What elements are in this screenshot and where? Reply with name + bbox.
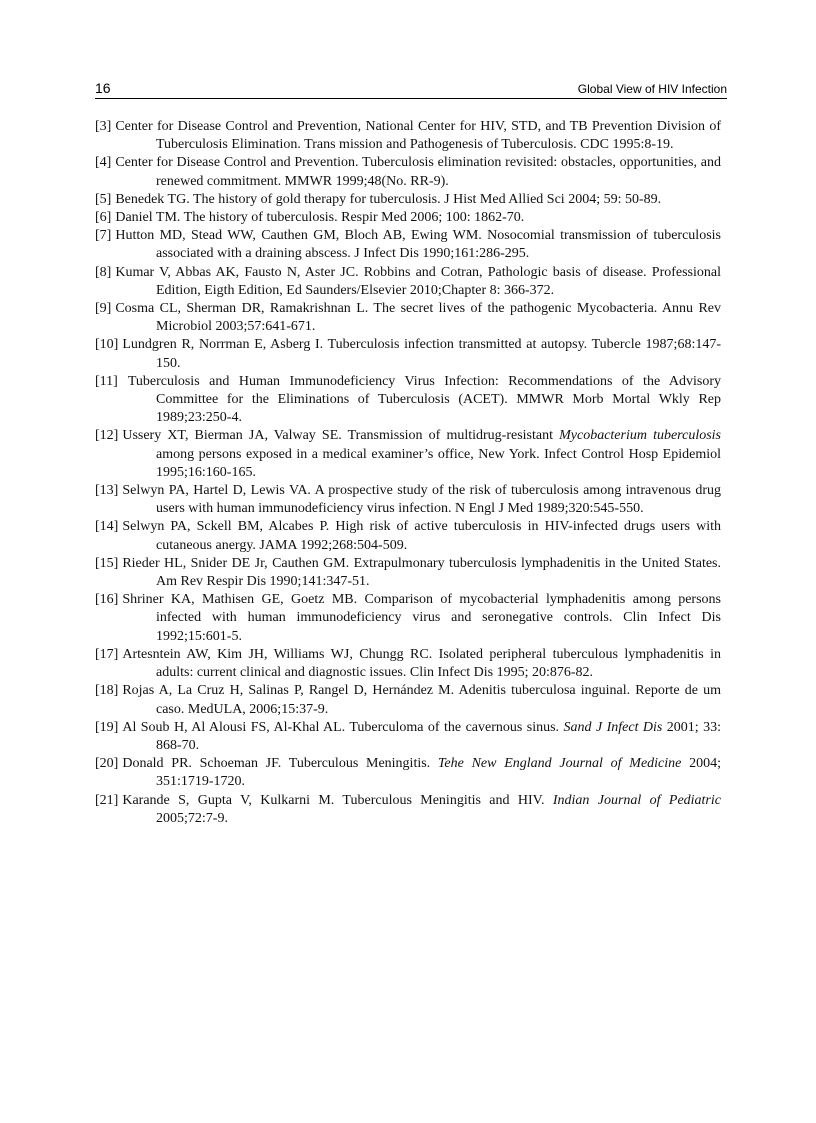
reference-item xyxy=(95,682,721,718)
reference-item xyxy=(95,518,721,554)
page-header xyxy=(95,80,727,99)
reference-list xyxy=(95,118,721,828)
reference-text: Daniel TM. The history of tuberculosis. Respir Med 2006; 100: 1862-70. xyxy=(115,210,525,226)
reference-item xyxy=(95,646,721,682)
reference-number: [4] xyxy=(95,155,112,171)
reference-text: Rojas A, La Cruz H, Salinas P, Rangel D, Hernández M. Adenitis tuberculosa inguinal. Reporte de um caso. MedULA, 2006;15:37-9. xyxy=(122,683,721,717)
reference-text: Center for Disease Control and Prevention. Tuberculosis elimination revisited: obstacles, opportunities, and renewed commitment. MMWR 1999;48(No. RR-9). xyxy=(115,155,721,189)
reference-text: Cosma CL, Sherman DR, Ramakrishnan L. The secret lives of the pathogenic Mycobacteria. Annu Rev Microbiol 2003;57:641-671. xyxy=(115,301,721,335)
reference-number: [8] xyxy=(95,264,112,280)
reference-number: [15] xyxy=(95,555,119,571)
reference-text: Selwyn PA, Sckell BM, Alcabes P. High risk of active tuberculosis in HIV-infected drugs users with cutaneous anergy. JAMA 1992;268:504-509. xyxy=(122,519,721,553)
reference-item xyxy=(95,209,721,227)
reference-text: Hutton MD, Stead WW, Cauthen GM, Bloch AB, Ewing WM. Nosocomial transmission of tuberculosis associated with a draining abscess. J Infect Dis 1990;161:286-295. xyxy=(115,228,721,262)
reference-number: [13] xyxy=(95,483,119,499)
reference-text-after: 2005;72:7-9. xyxy=(156,810,228,826)
reference-text-before: Ussery XT, Bierman JA, Valway SE. Transmission of multidrug-resistant xyxy=(122,428,560,444)
reference-item xyxy=(95,373,721,428)
reference-italic: Tehe New England Journal of Medicine xyxy=(437,756,682,772)
reference-number: [9] xyxy=(95,301,112,317)
reference-number: [3] xyxy=(95,119,112,134)
reference-text: Artesntein AW, Kim JH, Williams WJ, Chungg RC. Isolated peripheral tuberculous lymphadenitis in adults: current clinical and diagnostic issues. Clin Infect Dis 1995; 20:876-82. xyxy=(122,646,721,681)
reference-text: Tuberculosis and Human Immunodeficiency Virus Infection: Recommendations of the Advisory Committee for the Eliminations of Tuberculosis (ACET). MMWR Morb Mortal Wkly Rep 1989;23:250-4. xyxy=(127,373,721,426)
reference-number: [11] xyxy=(95,373,118,389)
reference-item xyxy=(95,591,721,646)
reference-item xyxy=(95,191,721,209)
reference-number: [10] xyxy=(95,337,119,353)
reference-italic: Mycobacterium tuberculosis xyxy=(559,428,722,444)
reference-item xyxy=(95,264,721,300)
reference-text: Rieder HL, Snider DE Jr, Cauthen GM. Extrapulmonary tuberculosis lymphadenitis in the United States. Am Rev Respir Dis 1990;141:347-51. xyxy=(122,555,721,590)
reference-item xyxy=(95,482,721,518)
reference-text-before: Al Soub H, Al Alousi FS, Al-Khal AL. Tuberculoma of the cavernous sinus. xyxy=(122,719,564,735)
reference-text: Shriner KA, Mathisen GE, Goetz MB. Comparison of mycobacterial lymphadenitis among persons infected with human immunodeficiency virus and seronegative controls. Clin Infect Dis 1992;15:601-5. xyxy=(122,592,721,644)
reference-number: [20] xyxy=(95,756,119,772)
reference-italic: Indian Journal of Pediatric xyxy=(552,792,721,808)
reference-number: [7] xyxy=(95,228,112,244)
reference-number: [19] xyxy=(95,719,119,735)
reference-text-after: 2001; 33: 868-70. xyxy=(156,719,722,753)
running-title: Global View of HIV Infection xyxy=(577,82,727,96)
reference-item xyxy=(95,555,721,591)
reference-number: [14] xyxy=(95,519,119,535)
reference-item xyxy=(95,336,721,372)
reference-item xyxy=(95,227,721,263)
reference-item xyxy=(95,427,721,482)
reference-text-before: Donald PR. Schoeman JF. Tuberculous Meningitis. xyxy=(122,756,438,772)
reference-text: Benedek TG. The history of gold therapy for tuberculosis. J Hist Med Allied Sci 2004; 59: 50-89. xyxy=(115,191,662,207)
reference-text-before: Karande S, Gupta V, Kulkarni M. Tuberculous Meningitis and HIV. xyxy=(122,792,553,808)
reference-number: [21] xyxy=(95,792,119,808)
reference-text: Lundgren R, Norrman E, Asberg I. Tuberculosis infection transmitted at autopsy. Tubercle 1987;68:147-150. xyxy=(122,337,721,371)
reference-text-after: among persons exposed in a medical examiner’s office, New York. Infect Control Hosp Epidemiol 1995;16:160-165. xyxy=(156,446,721,480)
reference-number: [16] xyxy=(95,592,119,608)
reference-item xyxy=(95,118,721,154)
reference-item xyxy=(95,300,721,336)
reference-italic: Sand J Infect Dis xyxy=(563,719,663,735)
reference-item xyxy=(95,755,721,791)
reference-text-after: 2004; 351:1719-1720. xyxy=(156,756,721,790)
page-number: 16 xyxy=(95,80,111,96)
reference-number: [17] xyxy=(95,646,119,662)
reference-item xyxy=(95,719,721,755)
reference-text: Selwyn PA, Hartel D, Lewis VA. A prospective study of the risk of tuberculosis among intravenous drug users with human immunodeficiency virus infection. N Engl J Med 1989;320:545-550. xyxy=(122,483,721,517)
reference-number: [6] xyxy=(95,210,112,226)
reference-number: [12] xyxy=(95,428,119,444)
reference-item xyxy=(95,792,721,828)
reference-item xyxy=(95,154,721,190)
reference-text: Kumar V, Abbas AK, Fausto N, Aster JC. Robbins and Cotran, Pathologic basis of disease. Professional Edition, Eigth Edition, Ed Saunders/Elsevier 2010;Chapter 8: 366-372. xyxy=(115,264,721,298)
reference-number: [5] xyxy=(95,191,112,207)
reference-text: Center for Disease Control and Prevention, National Center for HIV, STD, and TB Prevention Division of Tuberculosis Elimination. Trans mission and Pathogenesis of Tuberculosis. CDC 1995:8-19. xyxy=(115,119,721,153)
reference-number: [18] xyxy=(95,683,119,699)
